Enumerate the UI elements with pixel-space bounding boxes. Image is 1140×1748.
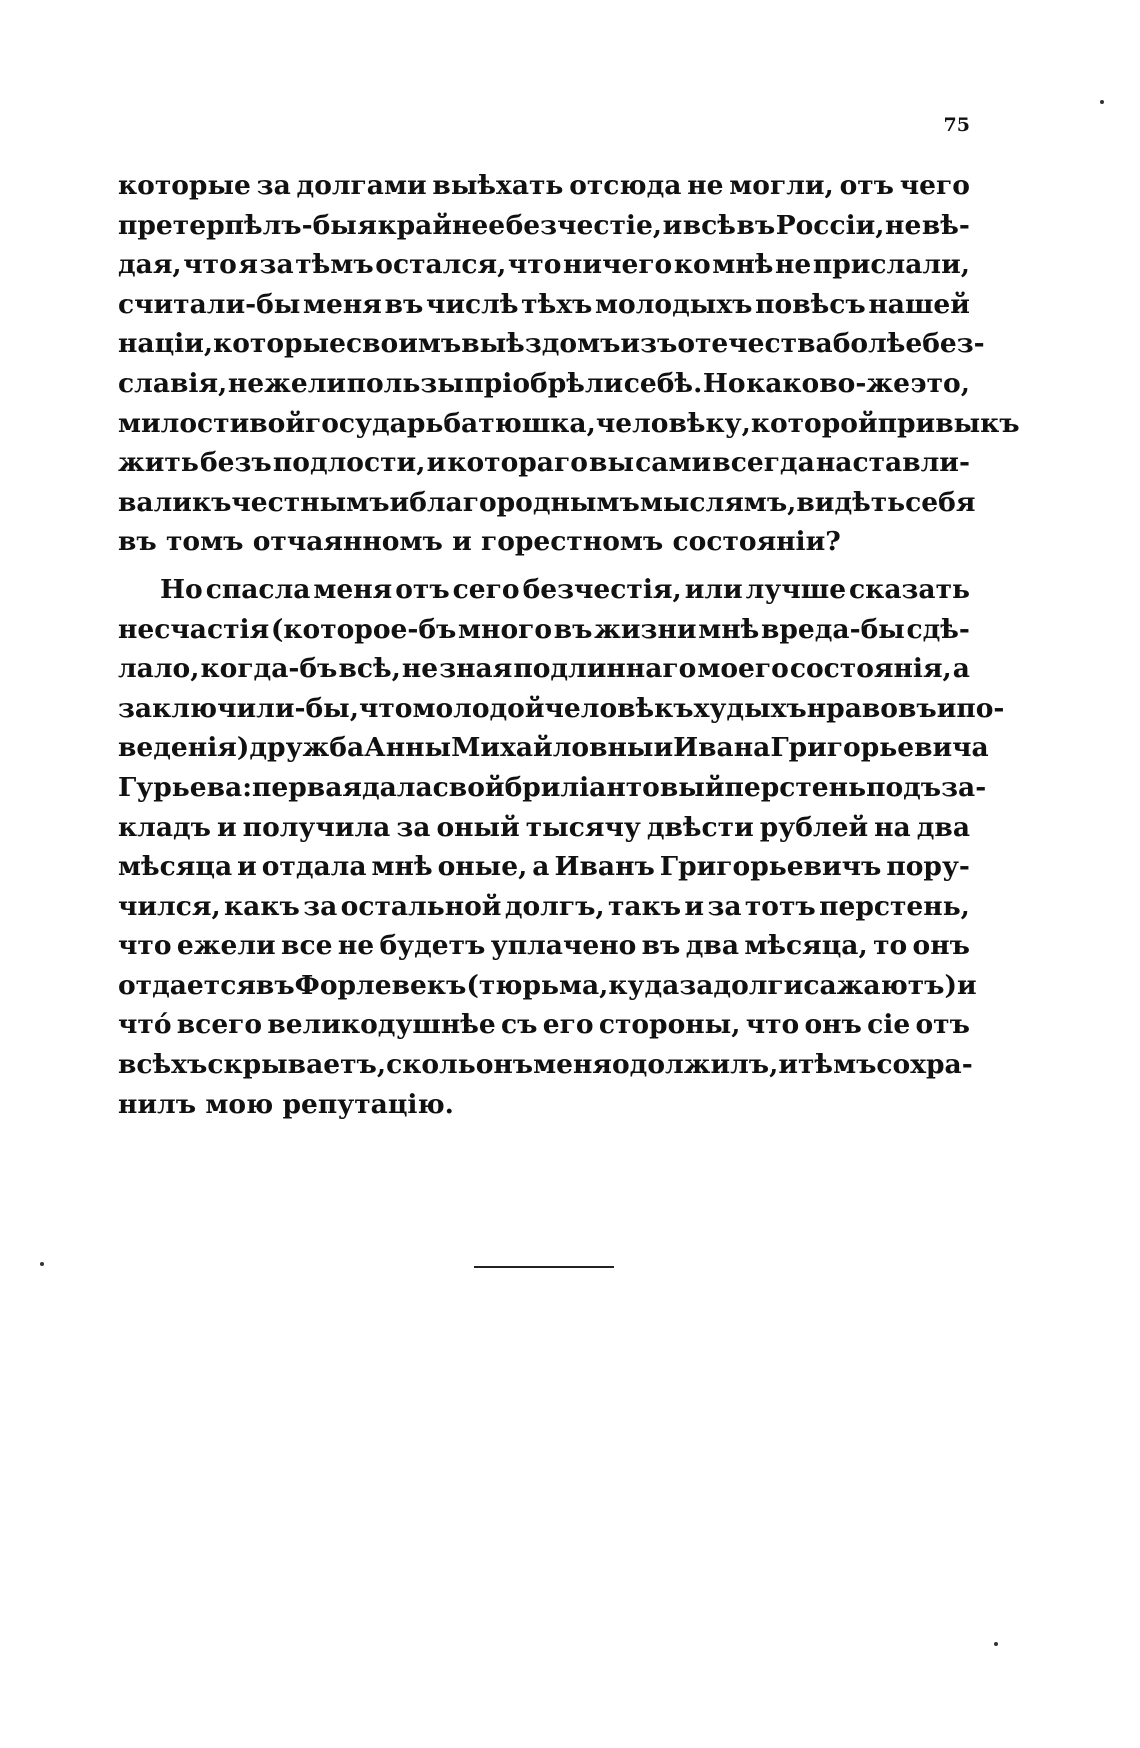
page-number: 75 <box>943 114 970 136</box>
word: не <box>401 653 439 685</box>
word: много <box>458 613 553 645</box>
word: отчаянномъ <box>252 526 443 558</box>
word: пріобрѣли <box>464 367 624 399</box>
word: которой <box>750 407 878 439</box>
text-line <box>118 1085 970 1125</box>
word: славія, <box>118 367 228 399</box>
word: Но <box>160 573 203 605</box>
word: за <box>707 890 742 922</box>
word: оный <box>436 811 520 843</box>
word: вѣ- <box>921 209 970 241</box>
word: остальной <box>340 890 502 922</box>
word: без- <box>922 328 985 360</box>
text-line <box>118 404 1020 444</box>
word: мѣсяца <box>118 851 233 883</box>
word: могли, <box>729 170 834 201</box>
word: не <box>774 249 812 281</box>
word: крайнее <box>377 209 506 241</box>
word: спасла <box>205 573 311 605</box>
word: человѣку, <box>595 407 751 439</box>
word: его <box>542 1009 594 1041</box>
word: за- <box>941 771 987 803</box>
word: сіе <box>867 1009 911 1041</box>
word: два <box>685 930 739 962</box>
word: считали-бы <box>118 288 301 320</box>
word: что <box>507 249 562 281</box>
word: оные, <box>437 851 528 883</box>
word: вреда-бы <box>760 613 905 645</box>
word: и <box>957 969 977 1001</box>
word: изъ <box>620 328 678 360</box>
word: молодыхъ <box>595 288 753 320</box>
word: лало, <box>118 653 200 685</box>
word: сдѣ- <box>906 613 970 645</box>
word: меня <box>533 1049 612 1081</box>
word: это, <box>910 367 970 399</box>
text-line <box>118 1005 970 1045</box>
word: честнымъ <box>231 486 390 518</box>
word: нилъ <box>118 1088 197 1120</box>
text-line <box>118 166 970 206</box>
word: ко <box>673 249 711 281</box>
word: къ <box>191 486 232 518</box>
word: чился, <box>118 890 221 922</box>
word: отъ <box>915 1009 970 1041</box>
text-line <box>118 324 985 364</box>
scan-speck <box>1100 100 1104 104</box>
word: мнѣ <box>712 249 774 281</box>
word: въ <box>736 209 776 241</box>
word: уплачено <box>490 930 637 962</box>
text-line <box>118 443 970 483</box>
word: Михайловны <box>451 732 654 764</box>
word: чего <box>899 170 970 201</box>
word: подлости, <box>272 447 426 479</box>
word: въ <box>553 613 593 645</box>
text-line <box>118 285 970 325</box>
word: худыхъ <box>693 692 807 724</box>
word: не <box>337 930 375 962</box>
word: пору- <box>886 851 970 883</box>
word: (тюрьма, <box>466 969 609 1001</box>
word: тѣхъ <box>521 288 593 320</box>
word: нашей <box>868 288 970 320</box>
text-line <box>118 522 970 562</box>
word: молодой <box>412 692 545 724</box>
word: съ <box>501 1009 538 1041</box>
word: стороны, <box>598 1009 741 1041</box>
word: человѣкъ <box>544 692 694 724</box>
scan-speck <box>40 1262 44 1266</box>
word: ежели <box>176 930 276 962</box>
word: свой <box>432 771 505 803</box>
word: и <box>653 732 674 764</box>
word: что <box>358 692 413 724</box>
word: Гурьева: <box>118 771 253 803</box>
word: себѣ. <box>623 367 703 399</box>
text-line <box>118 206 970 246</box>
word: горестномъ <box>480 526 664 558</box>
word: безъ <box>199 447 272 479</box>
word: и <box>662 209 683 241</box>
word: сохра- <box>876 1049 973 1081</box>
word: кладъ <box>118 811 211 843</box>
word: Форлевекъ <box>294 969 467 1001</box>
word: меня <box>313 573 393 605</box>
text-line <box>118 649 970 689</box>
word: націи, <box>118 328 214 360</box>
text-line <box>118 847 970 887</box>
word: то <box>873 930 908 962</box>
word: два <box>916 811 970 843</box>
word: которые <box>213 328 346 360</box>
word: великодушнѣе <box>267 1009 496 1041</box>
text-line <box>118 768 987 808</box>
text-line <box>118 808 970 848</box>
word: Но <box>702 367 746 399</box>
word: рублей <box>759 811 869 843</box>
word: и <box>936 692 957 724</box>
word: Россіи, <box>775 209 885 241</box>
word: Ивана <box>673 732 771 764</box>
word: жизни <box>594 613 697 645</box>
word: а <box>952 653 970 685</box>
word: и <box>452 526 472 558</box>
word: отдается <box>118 969 256 1001</box>
word: государь <box>305 407 444 439</box>
word: онъ <box>804 1009 862 1041</box>
word: въ <box>641 930 681 962</box>
word: всегда <box>712 447 815 479</box>
text-line <box>118 966 977 1006</box>
word: мнѣ <box>698 613 760 645</box>
word: ничего <box>563 249 673 281</box>
word: выѣздомъ <box>461 328 621 360</box>
word: одолжилъ, <box>612 1049 779 1081</box>
word: мою <box>205 1088 274 1120</box>
word: заключили-бы, <box>118 692 359 724</box>
word: и <box>389 486 410 518</box>
word: мыслямъ, <box>639 486 797 518</box>
word: видѣть <box>796 486 906 518</box>
word: всѣ, <box>338 653 401 685</box>
word: что́ <box>118 1009 172 1041</box>
word: себя <box>905 486 976 518</box>
word: сажаютъ) <box>803 969 958 1001</box>
word: скрываетъ, <box>207 1049 387 1081</box>
word: куда <box>608 969 680 1001</box>
word: всего <box>176 1009 263 1041</box>
word: двѣсти <box>646 811 754 843</box>
word: и <box>426 447 447 479</box>
word: отъ <box>839 170 894 201</box>
word: въ <box>118 526 157 558</box>
text-line <box>118 926 970 966</box>
word: сколь <box>386 1049 476 1081</box>
word: состоянія, <box>789 653 952 685</box>
word: долгами <box>296 170 427 201</box>
word: мѣсяца, <box>744 930 868 962</box>
word: каково-же <box>746 367 910 399</box>
word: несчастія <box>118 613 270 645</box>
word: нежели <box>227 367 347 399</box>
word: бриліантовый <box>504 771 725 803</box>
text-line <box>118 689 1005 729</box>
word: сказать <box>849 573 970 605</box>
word: будетъ <box>379 930 486 962</box>
word: долги <box>713 969 804 1001</box>
word: такъ <box>608 890 682 922</box>
word: репутацію. <box>282 1088 454 1120</box>
word: благороднымъ <box>409 486 640 518</box>
word: нравовъ <box>806 692 937 724</box>
word: отъ <box>395 573 450 605</box>
word: что <box>183 249 237 281</box>
word: повѣсъ <box>755 288 866 320</box>
word: что <box>118 930 172 962</box>
word: безчестіе, <box>505 209 663 241</box>
word: подлиннаго <box>513 653 697 685</box>
word: я <box>238 249 258 281</box>
text-line <box>118 364 970 404</box>
word: когда-бъ <box>200 653 338 685</box>
word: что <box>745 1009 800 1041</box>
word: и <box>684 890 705 922</box>
scan-speck <box>994 1642 998 1646</box>
word: на <box>874 811 911 843</box>
word: въ <box>255 969 295 1001</box>
word: за <box>679 969 714 1001</box>
word: подъ <box>866 771 942 803</box>
word: безчестія, <box>522 573 682 605</box>
text-line <box>118 245 970 285</box>
word: за <box>303 890 338 922</box>
word: въ <box>384 288 424 320</box>
word: веденія) <box>118 732 250 764</box>
word: и <box>778 1049 799 1081</box>
word: своимъ <box>345 328 462 360</box>
word: отечества <box>677 328 833 360</box>
word: перстень <box>724 771 867 803</box>
word: получила <box>242 811 391 843</box>
word: наставли- <box>815 447 970 479</box>
word: Анны <box>364 732 452 764</box>
text-line <box>118 728 989 768</box>
word: всѣ <box>682 209 736 241</box>
word: за <box>256 170 291 201</box>
word: какъ <box>224 890 300 922</box>
section-separator <box>474 1266 614 1268</box>
word: привыкъ <box>877 407 1020 439</box>
word: прислали, <box>812 249 970 281</box>
word: тысячу <box>525 811 641 843</box>
word: отсюда <box>569 170 682 201</box>
word: все <box>281 930 333 962</box>
word: жить <box>118 447 199 479</box>
body-text <box>118 166 1020 1124</box>
word: не <box>687 170 724 201</box>
word: болѣе <box>832 328 923 360</box>
text-line <box>118 1045 973 1085</box>
text-line <box>118 610 970 650</box>
word: онъ <box>912 930 970 962</box>
word: вали <box>118 486 192 518</box>
word: отдала <box>261 851 367 883</box>
word: а <box>532 851 550 883</box>
word: Иванъ <box>554 851 655 883</box>
word: Григорьевича <box>770 732 989 764</box>
word: по- <box>956 692 1005 724</box>
word: которые <box>118 170 251 201</box>
word: зная <box>439 653 513 685</box>
word: числѣ <box>425 288 519 320</box>
word: я <box>357 209 377 241</box>
word: онъ <box>475 1049 534 1081</box>
word: мнѣ <box>371 851 433 883</box>
word: дая, <box>118 249 182 281</box>
word: и <box>237 851 257 883</box>
word: остался, <box>375 249 507 281</box>
word: Григорьевичъ <box>659 851 882 883</box>
word: лучше <box>745 573 847 605</box>
text-line <box>118 570 970 610</box>
word: выѣхать <box>432 170 564 201</box>
word: сего <box>452 573 520 605</box>
word: котораго <box>447 447 588 479</box>
word: за <box>396 811 431 843</box>
word: за <box>259 249 294 281</box>
word: или <box>684 573 743 605</box>
word: долгъ, <box>504 890 605 922</box>
word: томъ <box>166 526 244 558</box>
word: состояніи? <box>672 526 841 558</box>
word: тѣмъ <box>295 249 374 281</box>
word: тотъ <box>744 890 816 922</box>
word: вы <box>589 447 635 479</box>
text-line <box>118 887 970 927</box>
word: не <box>885 209 922 241</box>
word: (котороe-бъ <box>270 613 457 645</box>
word: милостивой <box>118 407 305 439</box>
word: моего <box>697 653 789 685</box>
word: перстень, <box>819 890 970 922</box>
word: первая <box>252 771 362 803</box>
paragraph-gap <box>118 562 970 570</box>
word: всѣхъ <box>118 1049 208 1081</box>
word: батюшка, <box>443 407 596 439</box>
text-line <box>118 483 976 523</box>
word: и <box>217 811 237 843</box>
word: тѣмъ <box>798 1049 877 1081</box>
word: дружба <box>249 732 365 764</box>
word: меня <box>303 288 382 320</box>
word: дала <box>361 771 433 803</box>
word: сами <box>635 447 712 479</box>
word: пользы <box>346 367 464 399</box>
word: претерпѣлъ-бы <box>118 209 357 241</box>
